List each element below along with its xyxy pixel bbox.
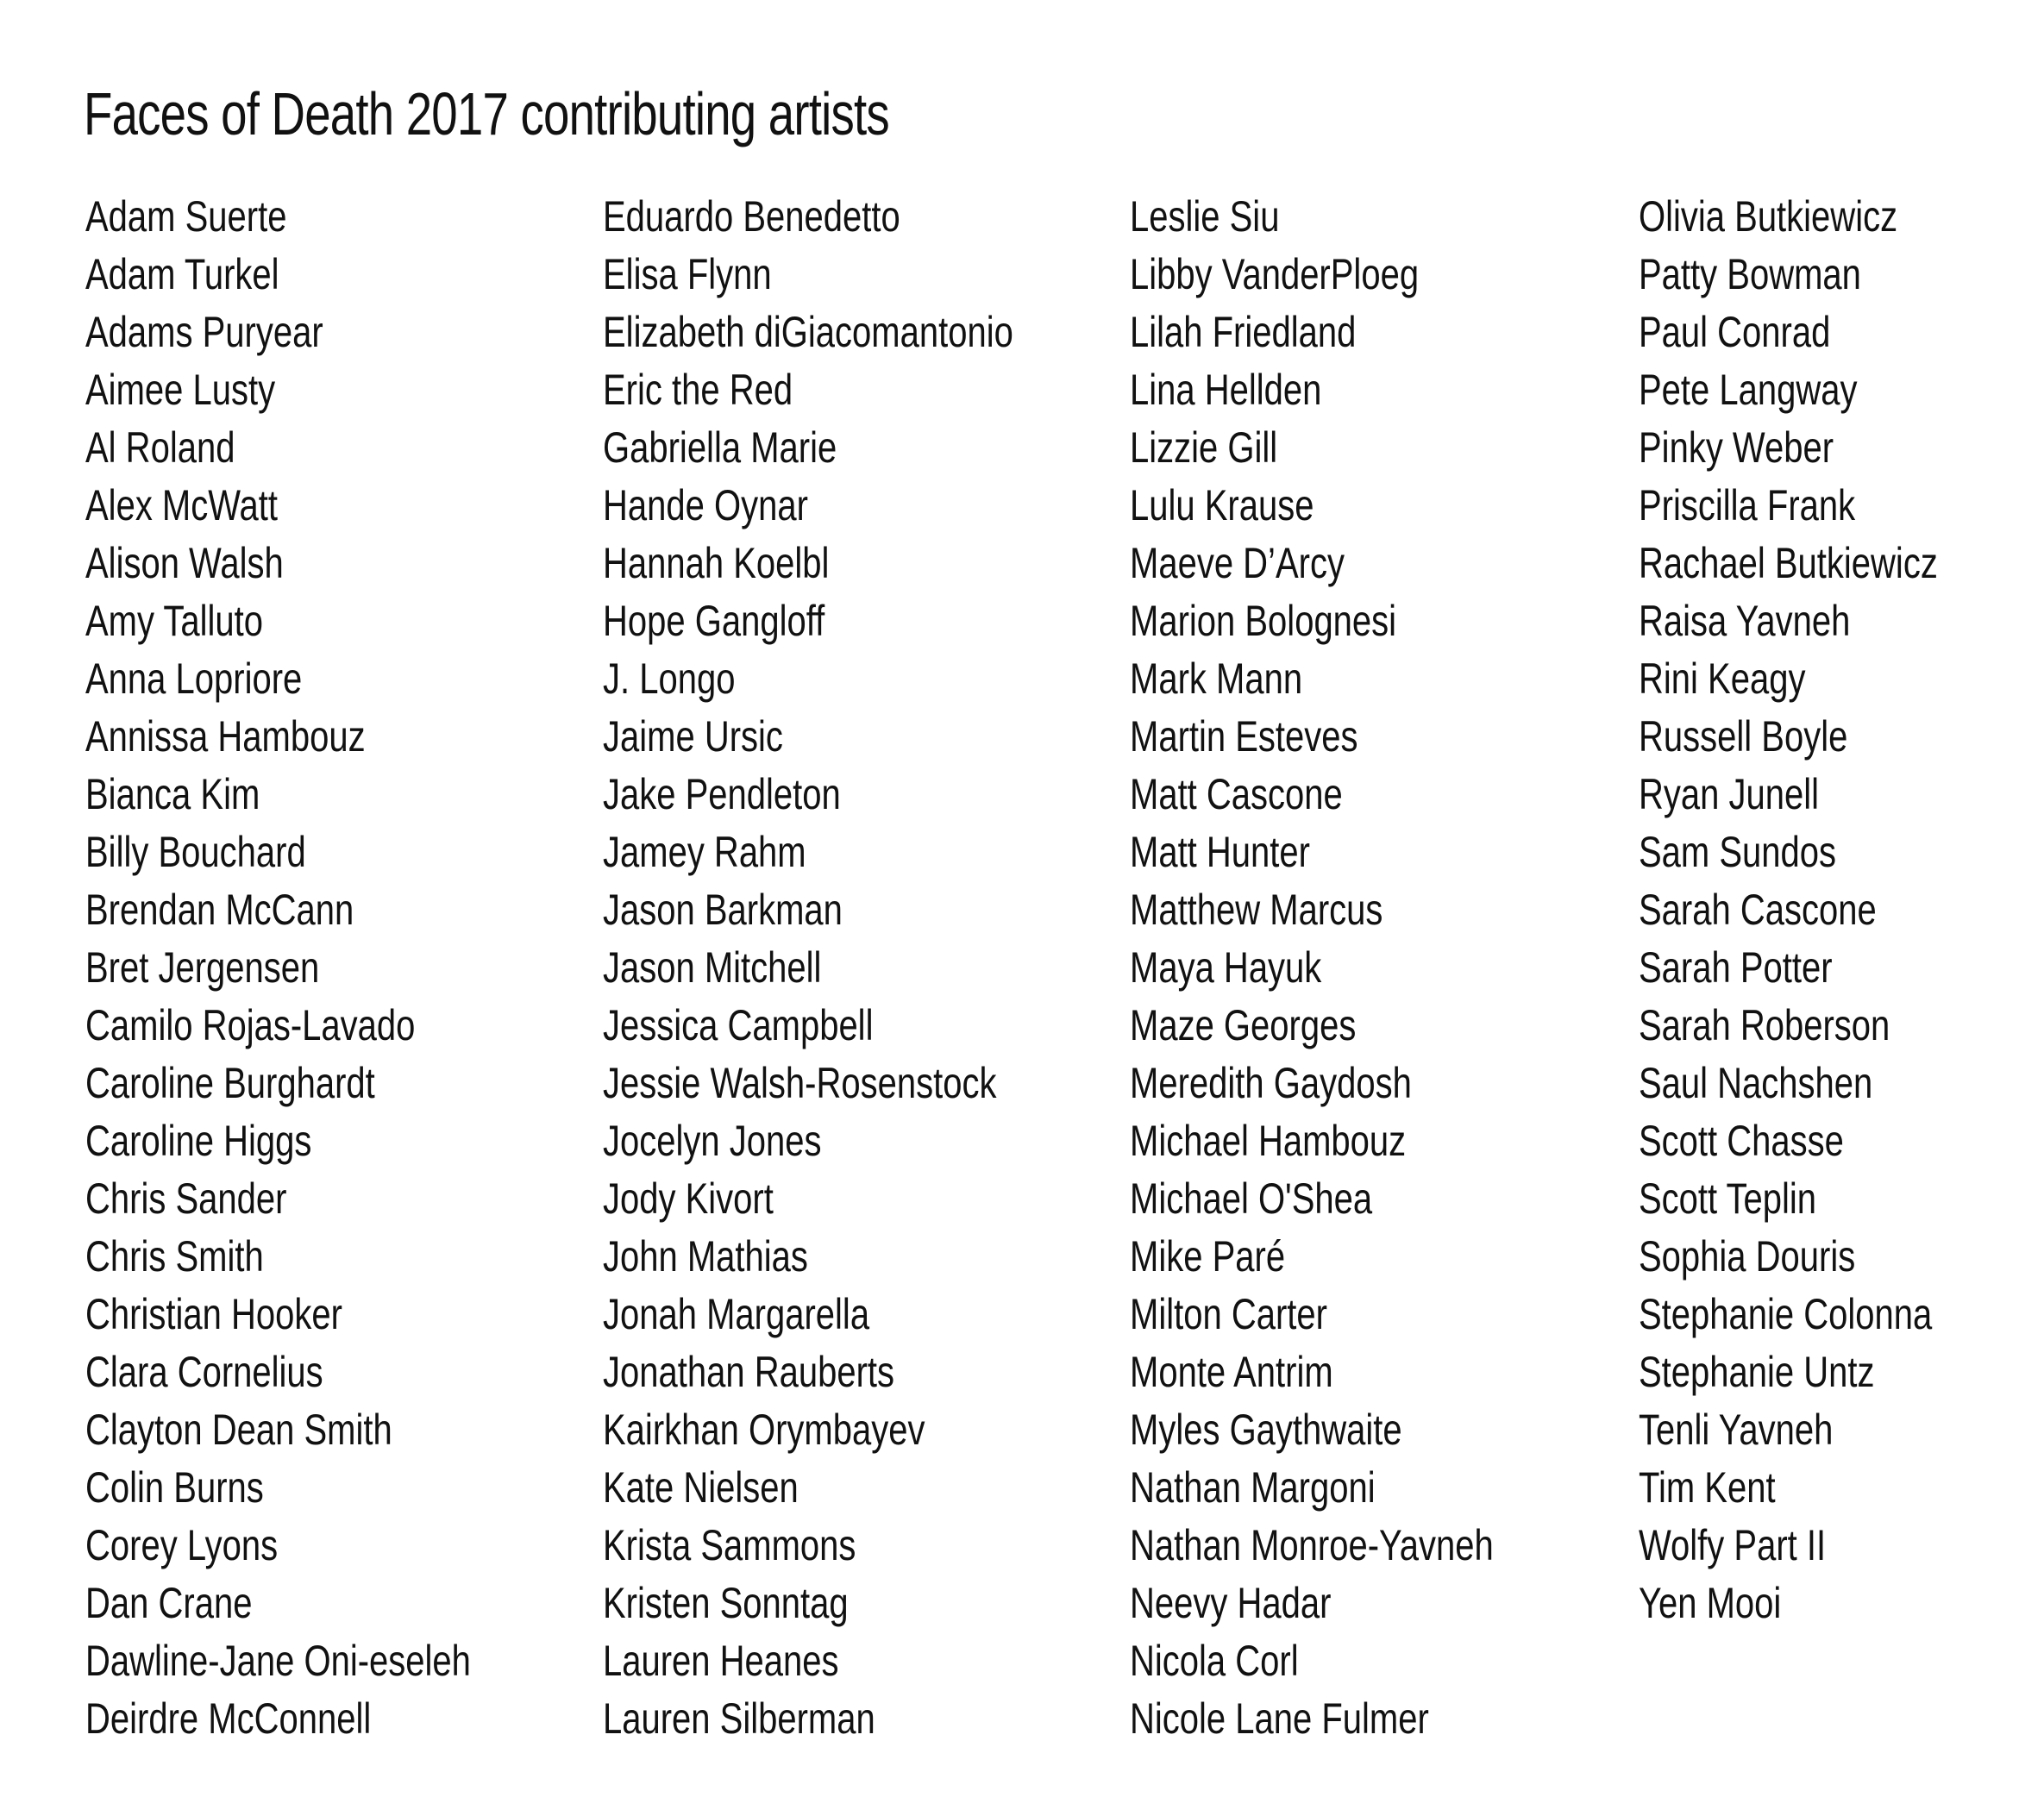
artist-name: Kristen Sonntag	[603, 1579, 849, 1627]
artist-name: Adam Suerte	[85, 192, 287, 241]
artist-name: Krista Sammons	[603, 1521, 856, 1569]
artist-name: Pete Langway	[1639, 366, 1858, 414]
artist-name: Nathan Monroe-Yavneh	[1130, 1521, 1494, 1569]
artist-name: Martin Esteves	[1130, 712, 1358, 761]
artist-name: Elisa Flynn	[603, 250, 772, 298]
artist-name: Saul Nachshen	[1639, 1059, 1873, 1107]
artist-name: Meredith Gaydosh	[1130, 1059, 1412, 1107]
artist-name: Eduardo Benedetto	[603, 192, 900, 241]
artist-name: Kairkhan Orymbayev	[603, 1406, 925, 1454]
artist-name: Bianca Kim	[85, 770, 260, 818]
artist-name: Myles Gaythwaite	[1130, 1406, 1402, 1454]
artist-name: Wolfy Part II	[1639, 1521, 1827, 1569]
artist-name: Matt Hunter	[1130, 828, 1310, 876]
artist-column-3	[1130, 188, 1584, 1748]
artist-name: Camilo Rojas-Lavado	[85, 1001, 416, 1049]
artist-name: Nicole Lane Fulmer	[1130, 1694, 1429, 1743]
artist-name: Russell Boyle	[1639, 712, 1848, 761]
artist-name: Priscilla Frank	[1639, 481, 1856, 529]
artist-name: Nathan Margoni	[1130, 1463, 1376, 1512]
artist-name: Maya Hayuk	[1130, 943, 1322, 992]
artist-name: Jocelyn Jones	[603, 1117, 822, 1165]
artist-name: Sophia Douris	[1639, 1232, 1856, 1281]
artist-name: Michael Hambouz	[1130, 1117, 1407, 1165]
artist-name: Eric the Red	[603, 366, 793, 414]
artist-name: Gabriella Marie	[603, 423, 837, 472]
artist-name: Alex McWatt	[85, 481, 278, 529]
artist-name: Christian Hooker	[85, 1290, 342, 1338]
artist-name: Jessie Walsh-Rosenstock	[603, 1059, 997, 1107]
artist-name: Billy Bouchard	[85, 828, 306, 876]
artist-name: Rini Keagy	[1639, 654, 1806, 703]
artist-name: Brendan McCann	[85, 886, 354, 934]
artist-name: Lina Hellden	[1130, 366, 1322, 414]
artist-name: Lauren Silberman	[603, 1694, 875, 1743]
artist-name: Maze Georges	[1130, 1001, 1357, 1049]
artist-name: Jonah Margarella	[603, 1290, 870, 1338]
artist-name: Tim Kent	[1639, 1463, 1776, 1512]
artist-name: Rachael Butkiewicz	[1639, 539, 1938, 587]
artist-name: Hope Gangloff	[603, 597, 825, 645]
artist-name: Lizzie Gill	[1130, 423, 1278, 472]
artist-name: Clara Cornelius	[85, 1348, 323, 1396]
artist-name: Amy Talluto	[85, 597, 264, 645]
artist-name: Olivia Butkiewicz	[1639, 192, 1898, 241]
artist-name: Adams Puryear	[85, 308, 323, 356]
artist-name: Scott Teplin	[1639, 1174, 1817, 1223]
artist-name: Nicola Corl	[1130, 1637, 1299, 1685]
artist-name: Patty Bowman	[1639, 250, 1861, 298]
artist-name: Sam Sundos	[1639, 828, 1837, 876]
artist-name: Sarah Potter	[1639, 943, 1833, 992]
artist-name: Hannah Koelbl	[603, 539, 830, 587]
artist-name: Sarah Roberson	[1639, 1001, 1890, 1049]
artist-name: Chris Smith	[85, 1232, 264, 1281]
artist-name: Lauren Heanes	[603, 1637, 839, 1685]
artist-name: Anna Lopriore	[85, 654, 303, 703]
artist-name: Marion Bolognesi	[1130, 597, 1397, 645]
artist-name: Libby VanderPloeg	[1130, 250, 1420, 298]
artist-name: Tenli Yavneh	[1639, 1406, 1834, 1454]
artist-name: J. Longo	[603, 654, 736, 703]
artist-name: Hande Oynar	[603, 481, 808, 529]
artist-name: Bret Jergensen	[85, 943, 320, 992]
artist-name: Monte Antrim	[1130, 1348, 1333, 1396]
artist-name: Dawline-Jane Oni-eseleh	[85, 1637, 471, 1685]
artist-column-2	[603, 188, 1116, 1748]
artist-name: Jason Mitchell	[603, 943, 822, 992]
artist-name: Adam Turkel	[85, 250, 279, 298]
artist-name: John Mathias	[603, 1232, 808, 1281]
artist-name: Matt Cascone	[1130, 770, 1343, 818]
artist-name: Matthew Marcus	[1130, 886, 1383, 934]
artist-name: Yen Mooi	[1639, 1579, 1782, 1627]
page-title: Faces of Death 2017 contributing artists	[84, 80, 889, 147]
artist-name: Colin Burns	[85, 1463, 264, 1512]
artist-name: Neevy Hadar	[1130, 1579, 1332, 1627]
artist-name: Sarah Cascone	[1639, 886, 1877, 934]
artist-name: Alison Walsh	[85, 539, 284, 587]
artist-name: Lulu Krause	[1130, 481, 1314, 529]
artist-name: Aimee Lusty	[85, 366, 276, 414]
artist-column-1	[85, 188, 567, 1748]
artist-name: Scott Chasse	[1639, 1117, 1844, 1165]
artist-name: Annissa Hambouz	[85, 712, 366, 761]
artist-name: Al Roland	[85, 423, 235, 472]
artist-name: Jody Kivort	[603, 1174, 774, 1223]
artist-name: Stephanie Untz	[1639, 1348, 1875, 1396]
artist-name: Michael O'Shea	[1130, 1174, 1373, 1223]
artist-name: Elizabeth diGiacomantonio	[603, 308, 1013, 356]
artist-name: Leslie Siu	[1130, 192, 1280, 241]
artist-name: Paul Conrad	[1639, 308, 1831, 356]
artist-name: Mark Mann	[1130, 654, 1303, 703]
artist-name: Kate Nielsen	[603, 1463, 799, 1512]
artist-name: Jason Barkman	[603, 886, 843, 934]
artist-name: Caroline Burghardt	[85, 1059, 375, 1107]
artist-name: Ryan Junell	[1639, 770, 1820, 818]
artist-name: Mike Paré	[1130, 1232, 1286, 1281]
artist-name: Maeve D’Arcy	[1130, 539, 1345, 587]
artist-name: Jaime Ursic	[603, 712, 783, 761]
artist-name: Caroline Higgs	[85, 1117, 312, 1165]
artist-name: Raisa Yavneh	[1639, 597, 1851, 645]
artist-name: Milton Carter	[1130, 1290, 1327, 1338]
artist-name: Chris Sander	[85, 1174, 287, 1223]
artist-name: Dan Crane	[85, 1579, 253, 1627]
artist-name: Pinky Weber	[1639, 423, 1834, 472]
artist-name: Jonathan Rauberts	[603, 1348, 895, 1396]
artist-name: Clayton Dean Smith	[85, 1406, 392, 1454]
artist-column-4	[1639, 188, 2013, 1632]
artist-name: Deirdre McConnell	[85, 1694, 372, 1743]
artist-name: Jake Pendleton	[603, 770, 841, 818]
artist-name: Corey Lyons	[85, 1521, 279, 1569]
artist-name: Jamey Rahm	[603, 828, 806, 876]
artist-name: Jessica Campbell	[603, 1001, 874, 1049]
artist-name: Lilah Friedland	[1130, 308, 1357, 356]
artist-name: Stephanie Colonna	[1639, 1290, 1933, 1338]
